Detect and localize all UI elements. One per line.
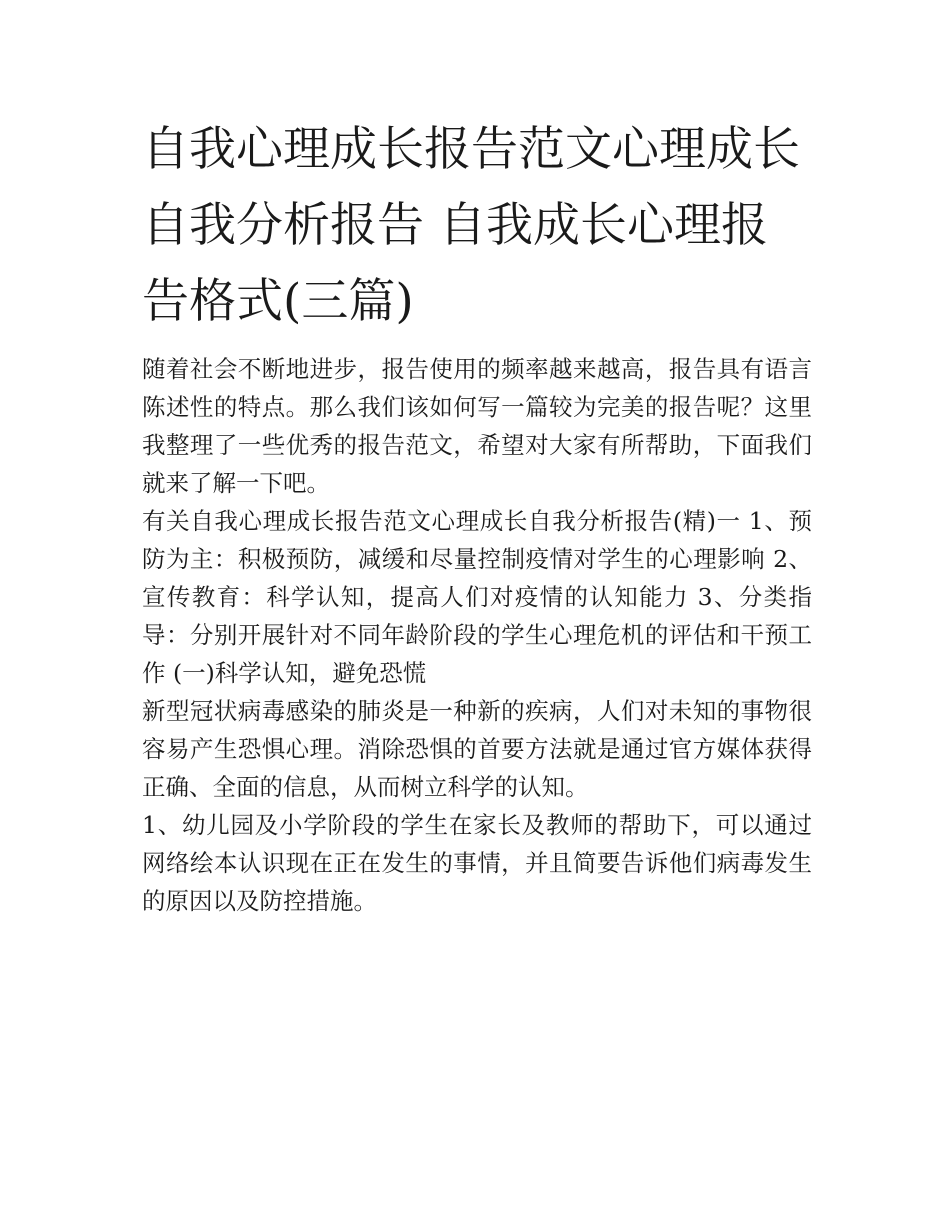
paragraph-kindergarten: 1、幼儿园及小学阶段的学生在家长及教师的帮助下，可以通过网络绘本认识现在正在发生的事情，并且简要告诉他们病毒发生的原因以及防控措施。 xyxy=(142,811,812,915)
paragraph-pneumonia: 新型冠状病毒感染的肺炎是一种新的疾病，人们对未知的事物很容易产生恐惧心理。消除恐惧的首要方法就是通过官方媒体获得正确、全面的信息，从而树立科学的认知。 xyxy=(142,697,812,801)
paragraph-guidelines: 有关自我心理成长报告范文心理成长自我分析报告(精)一 1、预防为主：积极预防，减缓和尽量控制疫情对学生的心理影响 2、宣传教育：科学认知，提高人们对疫情的认知能力 3、分类指导：分别开展针对不同年龄阶段的学生心理危机的评估和干预工作 (一)科学认知，避免恐慌 xyxy=(142,507,812,687)
paragraph-intro: 随着社会不断地进步，报告使用的频率越来越高，报告具有语言陈述性的特点。那么我们该如何写一篇较为完美的报告呢？这里我整理了一些优秀的报告范文，希望对大家有所帮助，下面我们就来了解一下吧。 xyxy=(142,355,812,497)
document-body xyxy=(142,112,812,920)
document-title: 自我心理成长报告范文心理成长自我分析报告 自我成长心理报告格式(三篇) xyxy=(142,122,800,329)
